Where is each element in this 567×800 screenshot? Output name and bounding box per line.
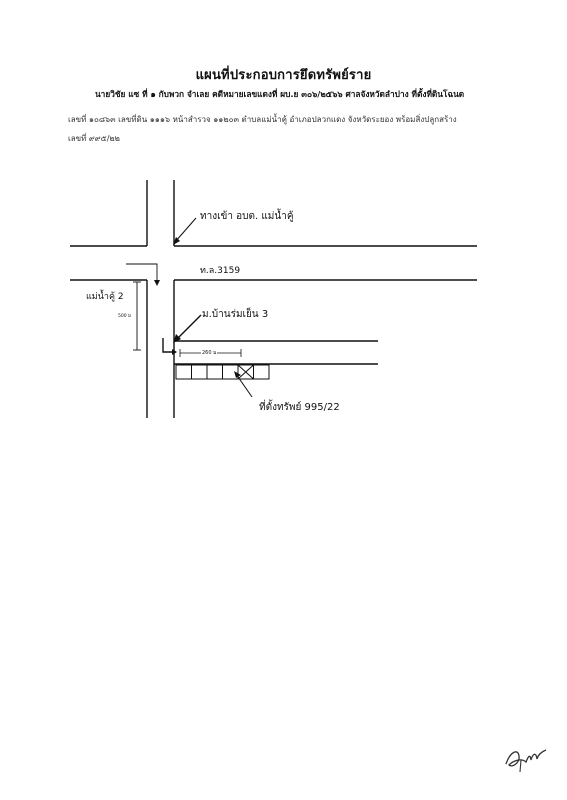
case-line: นายวิชัย แซ ที่ ๑ กับพวก จำเลย คดีหมายเลขแดงที่ ผบ.ย ๓๐๖/๒๕๖๖ ศาลจังหวัดลำปาง ที่ตั้งที่ดินโฉนด xyxy=(95,89,465,99)
lot-strip xyxy=(176,365,269,379)
house-number-line: เลขที่ ๙๙๕/๒๒ xyxy=(68,134,120,143)
document-title: แผนที่ประกอบการยึดทรัพย์ราย xyxy=(195,68,372,83)
turn-arrowhead xyxy=(154,280,160,286)
lot xyxy=(207,365,223,379)
property-label: ที่ตั้งทรัพย์ 995/22 xyxy=(259,402,340,413)
left-road-label: แม่น้ำคู้ 2 xyxy=(86,292,124,302)
signature xyxy=(500,738,550,778)
property-pointer xyxy=(236,374,252,397)
lot xyxy=(192,365,208,379)
left-distance-label: 500 ม xyxy=(118,314,131,319)
lot xyxy=(176,365,192,379)
lot xyxy=(254,365,270,379)
deed-line: เลขที่ ๑๐๘๖๓ เลขที่ดิน ๑๑๑๖ หน้าสำรวจ ๑๑๒๐๓ ตำบลแม่น้ำคู้ อำเภอปลวกแดง จังหวัดระยอง พร้อมสิ่งปลูกสร้าง xyxy=(68,115,457,124)
soi-turn-marker xyxy=(163,338,172,352)
entrance-pointer xyxy=(175,218,196,242)
road-label: ท.ล.3159 xyxy=(200,266,241,276)
entrance-label: ทางเข้า อบต. แม่น้ำคู้ xyxy=(200,211,294,222)
village-label: ม.บ้านร่มเย็น 3 xyxy=(202,309,269,320)
distance-label: 260 ม xyxy=(202,350,217,356)
village-pointer xyxy=(176,315,201,340)
